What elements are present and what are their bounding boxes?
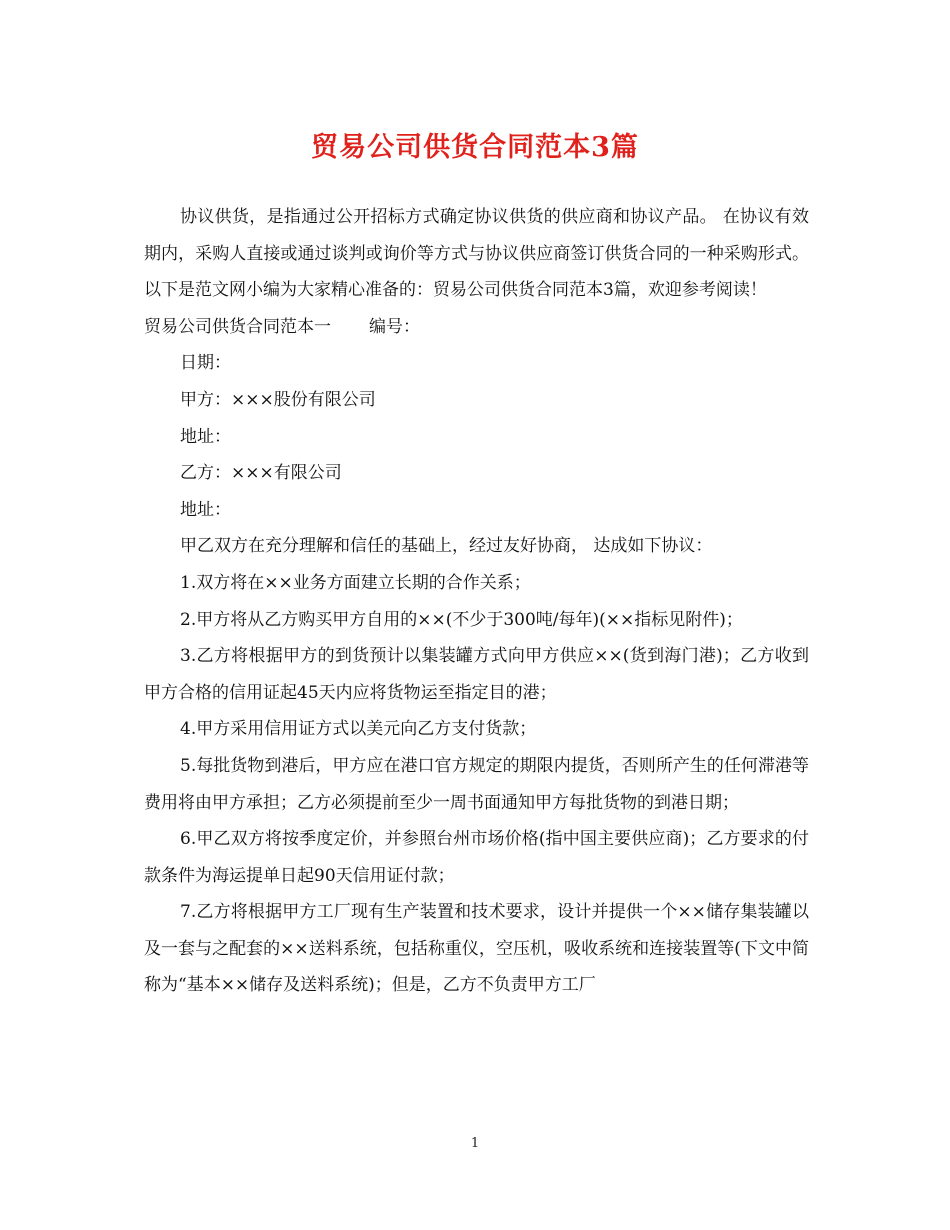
clause-6: 6.甲乙双方将按季度定价，并参照台州市场价格(指中国主要供应商)；乙方要求的付款条件为海运提单日起90天信用证付款； xyxy=(144,829,809,886)
number-label: 编号： xyxy=(369,316,420,337)
party-a: 甲方：×××股份有限公司 xyxy=(180,389,376,410)
address-a: 地址： xyxy=(180,426,231,447)
clause-2: 2.甲方将从乙方购买甲方自用的××(不少于300吨/每年)(××指标见附件)； xyxy=(180,609,743,630)
party-b: 乙方：×××有限公司 xyxy=(180,463,342,484)
address-b: 地址： xyxy=(180,499,231,520)
contract-heading-line xyxy=(144,309,809,346)
clause-1: 1.双方将在××业务方面建立长期的合作关系； xyxy=(180,572,531,593)
clause-3: 3.乙方将根据甲方的到货预计以集装罐方式向甲方供应××(货到海门港)；乙方收到甲方合格的信用证起45天内应将货物运至指定目的港； xyxy=(144,646,809,703)
document-body xyxy=(144,199,809,1004)
agreement-intro: 甲乙双方在充分理解和信任的基础上，经过友好协商， 达成如下协议： xyxy=(180,536,713,557)
intro-paragraph: 协议供货，是指通过公开招标方式确定协议供货的供应商和协议产品。 在协议有效期内，采购人直接或通过谈判或询价等方式与协议供应商签订供货合同的一种采购形式。以下是范文网小编为大家精心准备的：贸易公司供货合同范本3篇，欢迎参考阅读！ xyxy=(144,207,809,301)
clause-4: 4.甲方采用信用证方式以美元向乙方支付货款； xyxy=(180,719,537,740)
document-title: 贸易公司供货合同范本3篇 xyxy=(311,132,639,163)
clause-5: 5.每批货物到港后，甲方应在港口官方规定的期限内提货，否则所产生的任何滞港等费用将由甲方承担；乙方必须提前至少一周书面通知甲方每批货物的到港日期； xyxy=(144,755,809,813)
page-number: 1 xyxy=(470,1136,480,1151)
contract-heading: 贸易公司供货合同范本一 xyxy=(144,316,331,337)
date-label: 日期： xyxy=(180,353,231,374)
clause-7: 7.乙方将根据甲方工厂现有生产装置和技术要求，设计并提供一个××储存集装罐以及一套与之配套的××送料系统，包括称重仪，空压机，吸收系统和连接装置等(下文中简称为“基本××储存及送料系统)；但是，乙方不负责甲方工厂 xyxy=(144,902,809,996)
